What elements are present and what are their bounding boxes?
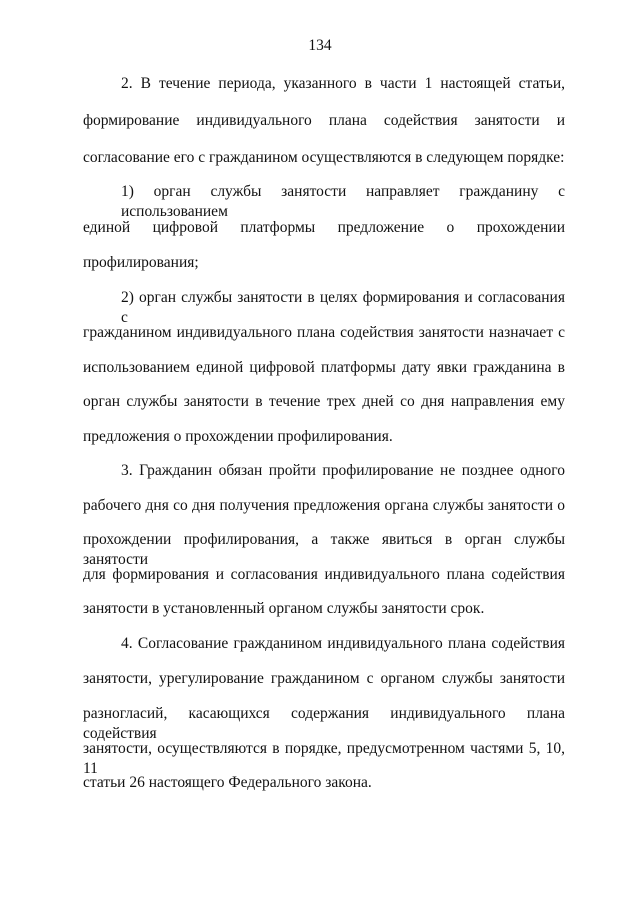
text-line: 4. Согласование гражданином индивидуального плана содействия bbox=[121, 635, 565, 652]
text-line: орган службы занятости в течение трех дней со дня направления ему bbox=[83, 393, 565, 410]
page-number: 134 bbox=[308, 37, 332, 54]
text-line: формирование индивидуального плана содействия занятости и bbox=[83, 112, 565, 129]
text-line: единой цифровой платформы предложение о прохождении bbox=[83, 219, 565, 236]
text-line: использованием единой цифровой платформы дату явки гражданина в bbox=[83, 359, 565, 376]
text-line: 1) орган службы занятости направляет гражданину с использованием bbox=[121, 183, 565, 220]
text-line: рабочего дня со дня получения предложения органа службы занятости о bbox=[83, 497, 565, 514]
text-line: предложения о прохождении профилирования. bbox=[83, 428, 393, 445]
text-line: 2. В течение периода, указанного в части 1 настоящей статьи, bbox=[121, 75, 565, 92]
text-line: согласование его с гражданином осуществляются в следующем порядке: bbox=[83, 149, 565, 166]
text-line: занятости в установленный органом службы занятости срок. bbox=[83, 600, 485, 617]
text-line: статьи 26 настоящего Федерального закона. bbox=[83, 774, 372, 791]
text-line: занятости, урегулирование гражданином с органом службы занятости bbox=[83, 670, 565, 687]
text-line: прохождении профилирования, а также явиться в орган службы занятости bbox=[83, 531, 565, 568]
text-line: занятости, осуществляются в порядке, предусмотренном частями 5, 10, 11 bbox=[83, 740, 565, 777]
text-line: гражданином индивидуального плана содействия занятости назначает с bbox=[83, 324, 565, 341]
text-line: профилирования; bbox=[83, 254, 199, 271]
text-line: 2) орган службы занятости в целях формирования и согласования с bbox=[121, 289, 565, 326]
text-line: 3. Гражданин обязан пройти профилирование не позднее одного bbox=[121, 462, 565, 479]
text-line: для формирования и согласования индивидуального плана содействия bbox=[83, 566, 565, 583]
text-line: разногласий, касающихся содержания индивидуального плана содействия bbox=[83, 705, 565, 742]
